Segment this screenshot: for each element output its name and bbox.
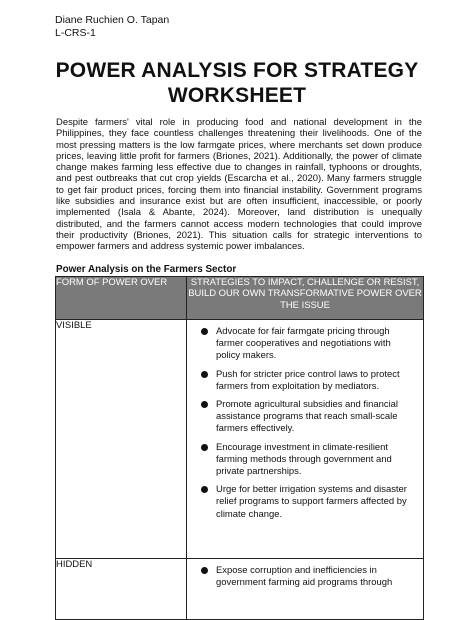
- list-item-text: Urge for better irrigation systems and disaster relief programs to support farmers affected by climate change.: [216, 484, 407, 520]
- bullet-icon: [201, 444, 208, 451]
- list-item: [201, 326, 415, 363]
- list-item-text: Encourage investment in climate-resilient farming methods through government and private partnerships.: [216, 441, 392, 478]
- list-item-text: Push for stricter price control laws to protect farmers from exploitation by mediators.: [216, 368, 400, 392]
- title-line-1: POWER ANALYSIS FOR STRATEGY: [55, 59, 419, 82]
- table-caption: Power Analysis on the Farmers Sector: [56, 264, 237, 275]
- list-item: [201, 369, 415, 393]
- list-item: [201, 565, 415, 589]
- table-row-hidden: [56, 559, 424, 620]
- page-title: [40, 58, 434, 108]
- list-item-text: Promote agricultural subsidies and financial assistance programs that reach small-scale farmers effectively.: [216, 399, 399, 435]
- table-row-visible: [56, 320, 424, 559]
- list-item-text: Expose corruption and inefficiencies in government farming aid programs through: [216, 565, 393, 589]
- bullet-icon: [201, 567, 208, 574]
- list-item: [201, 484, 415, 521]
- list-item-text: Advocate for fair farmgate pricing through farmer cooperatives and negotiations with policy makers.: [216, 326, 391, 362]
- header-strategies: STRATEGIES TO IMPACT, CHALLENGE OR RESIST, BUILD OUR OWN TRANSFORMATIVE POWER OVER THE ISSUE: [187, 277, 424, 320]
- table-header-row: [56, 277, 424, 320]
- bullet-icon: [201, 371, 208, 378]
- strategy-list-hidden: [187, 559, 423, 589]
- strategies-cell-visible: [187, 320, 424, 559]
- header-form-of-power: FORM OF POWER OVER: [56, 277, 187, 320]
- list-item: [201, 399, 415, 436]
- bullet-icon: [201, 328, 208, 335]
- course-code: L-CRS-1: [55, 27, 96, 39]
- list-item: [201, 442, 415, 479]
- strategy-list-visible: [187, 320, 423, 521]
- power-analysis-table: [55, 276, 424, 620]
- row-label-visible: VISIBLE: [56, 320, 187, 559]
- author-name: Diane Ruchien O. Tapan: [55, 14, 170, 26]
- title-line-2: WORKSHEET: [167, 84, 307, 107]
- author-block: [55, 14, 169, 40]
- intro-paragraph: Despite farmers' vital role in producing food and national development in the Philippines, they face countless challenges threatening their livelihoods. One of the most pressing matters is the low farmgate prices, where merchants set down produce prices, leaving little profit for farmers (Briones, 2021). Additionally, the power of climate change makes farming less effective due to changes in rainfall, typhoons or droughts, and pest outbreaks that cut crop yields (Escarcha et al., 2020). Many farmers struggle to get fair product prices, forcing them into financial instability. Government programs like subsidies and insurance exist but are often insufficient, inaccessible, or poorly implemented (Isala & Abante, 2024). Moreover, land distribution is unequally distributed, and the farmers cannot access modern technologies that could improve their productivity (Briones, 2021). This situation calls for strategic interventions to empower farmers and address systemic power imbalances.: [56, 117, 422, 253]
- strategies-cell-hidden: [187, 559, 424, 620]
- row-label-hidden: HIDDEN: [56, 559, 187, 620]
- bullet-icon: [201, 486, 208, 493]
- bullet-icon: [201, 401, 208, 408]
